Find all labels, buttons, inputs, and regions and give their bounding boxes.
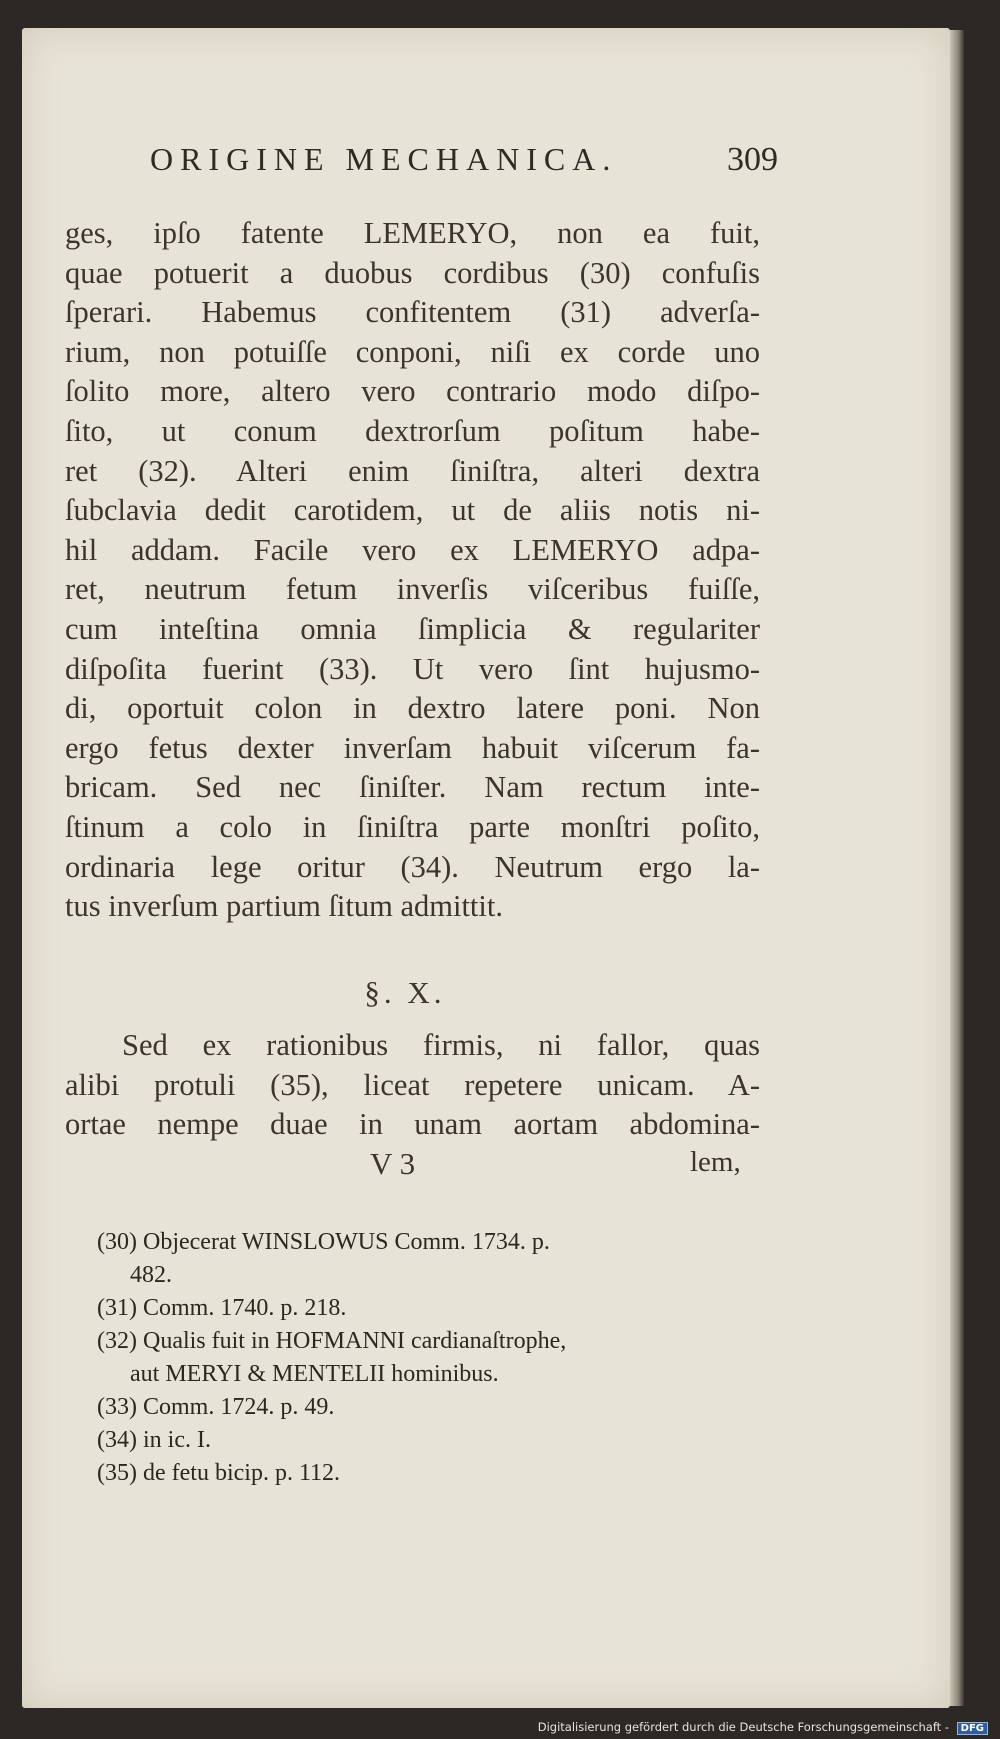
text-line: diſpoſita fuerint (33). Ut vero ſint hujusmo- <box>65 651 760 686</box>
digitization-credit <box>538 1720 988 1735</box>
text-line: ret, neutrum fetum inverſis viſceribus fuiſſe, <box>65 572 760 607</box>
text-line: ergo fetus dexter inverſam habuit viſcerum fa- <box>65 730 760 765</box>
text-line: tus inverſum partium ſitum admittit. <box>65 889 503 924</box>
credit-text: Digitalisierung gefördert durch die Deutsche Forschungsgemeinschaft - <box>537 1720 949 1734</box>
section-heading: §. X. <box>364 975 446 1010</box>
footnote: (32) Qualis fuit in HOFMANNI cardianaſtrophe, <box>97 1328 567 1354</box>
text-line: alibi protuli (35), liceat repetere unicam. A- <box>65 1067 760 1102</box>
footnote: (30) Objecerat WINSLOWUS Comm. 1734. p. <box>97 1229 550 1255</box>
page-edge <box>950 30 964 1706</box>
main-paragraph <box>65 214 760 927</box>
text-line: ret (32). Alteri enim ſiniſtra, alteri dextra <box>65 453 760 488</box>
page-number: 309 <box>727 141 778 178</box>
running-title: ORIGINE MECHANICA. <box>150 141 618 177</box>
text-line: ſolito more, altero vero contrario modo diſpo- <box>65 374 760 409</box>
text-line: ſtinum a colo in ſiniſtra parte monſtri poſito, <box>65 809 760 844</box>
text-line: ſubclavia dedit carotidem, ut de aliis notis ni- <box>65 493 760 528</box>
text-line: rium, non potuiſſe conponi, niſi ex corde uno <box>65 334 760 369</box>
text-line: ſperari. Habemus confitentem (31) adverſa- <box>65 295 760 330</box>
footnote: (34) in ic. I. <box>97 1427 211 1453</box>
text-line: hil addam. Facile vero ex LEMERYO adpa- <box>65 532 760 567</box>
text-line: ordinaria lege oritur (34). Neutrum ergo la- <box>65 849 760 884</box>
text-line: bricam. Sed nec ſiniſter. Nam rectum inte- <box>65 770 760 805</box>
text-line: ges, ipſo fatente LEMERYO, non ea fuit, <box>65 216 760 250</box>
text-line: ſito, ut conum dextrorſum poſitum habe- <box>65 413 760 448</box>
second-paragraph <box>65 1026 760 1145</box>
catchword: lem, <box>690 1146 741 1178</box>
footnotes <box>97 1226 767 1490</box>
text-line: di, oportuit colon in dextro latere poni. Non <box>65 691 760 726</box>
footnote: (35) de fetu bicip. p. 112. <box>97 1460 341 1486</box>
text-line: ortae nempe duae in unam aortam abdomina- <box>65 1107 760 1142</box>
footnote-continuation: 482. <box>130 1262 172 1288</box>
page-header <box>150 137 778 187</box>
text-line: cum inteſtina omnia ſimplicia & regulariter <box>65 611 760 646</box>
footnote: (33) Comm. 1724. p. 49. <box>97 1394 335 1420</box>
footnote-continuation: aut MERYI & MENTELII hominibus. <box>130 1361 499 1387</box>
footnote: (31) Comm. 1740. p. 218. <box>97 1295 347 1321</box>
text-line: quae potuerit a duobus cordibus (30) confuſis <box>65 255 760 290</box>
signature-mark: V 3 <box>370 1146 416 1181</box>
text-line: Sed ex rationibus firmis, ni fallor, quas <box>122 1028 760 1062</box>
dfg-logo-icon: DFG <box>957 1722 988 1735</box>
